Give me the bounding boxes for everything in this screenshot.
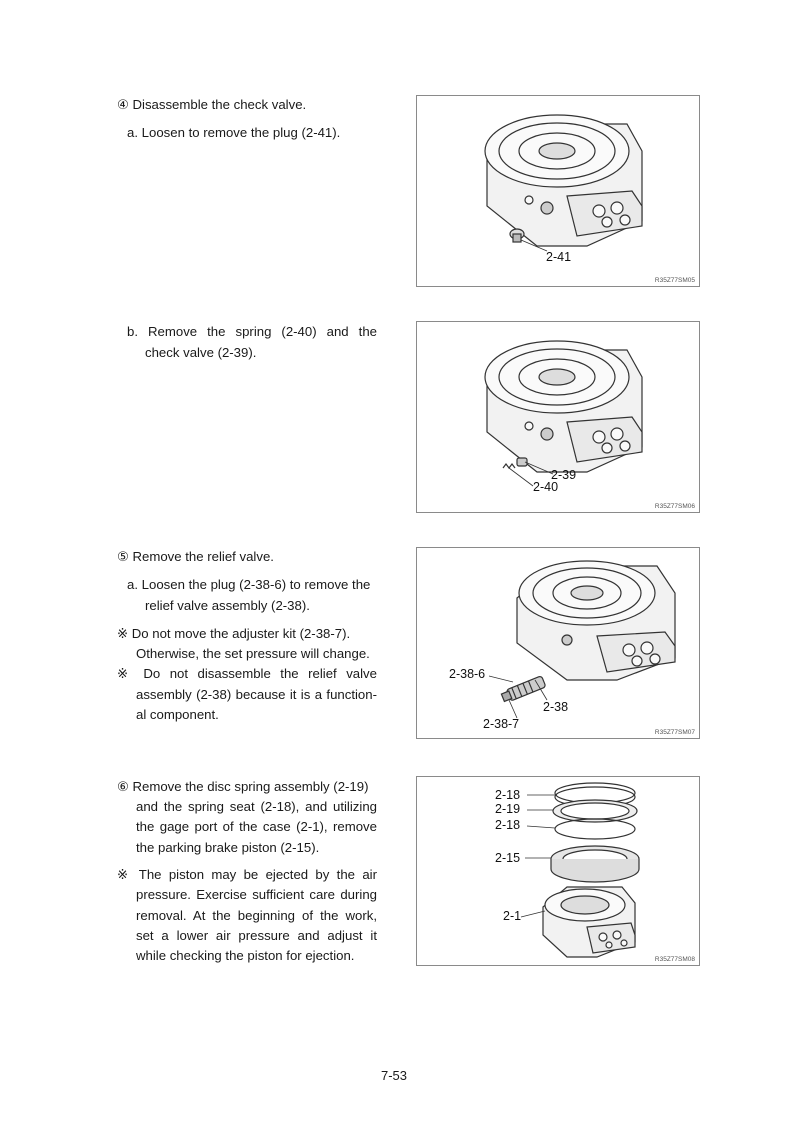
note-piston-line5: while checking the piston for ejection. (136, 948, 355, 963)
part-label: 2-1 (503, 909, 522, 923)
part-label: 2-38-6 (449, 667, 486, 681)
part-label: 2-40 (533, 480, 559, 494)
leader-line (489, 676, 513, 682)
step-5-heading: ⑤ Remove the relief valve. (117, 549, 274, 564)
part-label: 2-18 (495, 818, 521, 832)
part-label: 2-39 (551, 468, 577, 482)
page-number: 7-53 (381, 1068, 408, 1083)
note-piston-line2: pressure. Exercise sufficient care during (136, 887, 377, 902)
note-adjuster-line2: Otherwise, the set pressure will change. (136, 646, 370, 661)
leader-line (509, 700, 517, 718)
step-6-line2: and the spring seat (2-18), and utilizing (136, 799, 377, 814)
figure-code: R35Z77SM07 (654, 729, 695, 736)
note-relief-line2: assembly (2-38) because it is a function- (136, 687, 377, 702)
part-label: 2-38-7 (483, 717, 520, 731)
figure-code: R35Z77SM06 (654, 503, 695, 510)
part-label: 2-18 (495, 788, 521, 802)
step-4b-line1: b. Remove the spring (2-40) and the (127, 324, 377, 339)
step-5a-line1: a. Loosen the plug (2-38-6) to remove the (127, 577, 371, 592)
figure-code: R35Z77SM05 (654, 277, 695, 284)
part-label: 2-38 (543, 700, 569, 714)
part-label: 2-15 (495, 851, 521, 865)
step-5a-line2: relief valve assembly (2-38). (145, 598, 310, 613)
note-relief-line3: al component. (136, 707, 219, 722)
part-label: 2-19 (495, 802, 521, 816)
note-piston-line4: set a lower air pressure and adjust it (136, 928, 377, 943)
part-label: 2-41 (546, 250, 572, 264)
figure-check-valve-plug (416, 95, 700, 287)
note-piston-line3: removal. At the beginning of the work, (136, 908, 377, 923)
note-adjuster-line1: ※ Do not move the adjuster kit (2-38-7). (117, 626, 351, 641)
figure-relief-valve (416, 547, 700, 739)
step-6-line1: ⑥ Remove the disc spring assembly (2-19) (117, 779, 369, 794)
exploded-view-illustration (417, 777, 699, 965)
note-piston-line1: ※ The piston may be ejected by the air (117, 867, 377, 882)
step-4a-text: a. Loosen to remove the plug (2-41). (127, 125, 341, 140)
step-4b-line2: check valve (2-39). (145, 345, 257, 360)
step-6-line3: the gage port of the case (2-1), remove (136, 819, 377, 834)
figure-spring-check-valve (416, 321, 700, 513)
note-relief-line1: ※ Do not disassemble the relief valve (117, 666, 377, 681)
figure-code: R35Z77SM08 (654, 956, 695, 963)
leader-line (509, 468, 533, 486)
step-6-line4: the parking brake piston (2-15). (136, 840, 320, 855)
figure-parking-brake-exploded (416, 776, 700, 966)
step-4-heading: ④ Disassemble the check valve. (117, 97, 307, 112)
